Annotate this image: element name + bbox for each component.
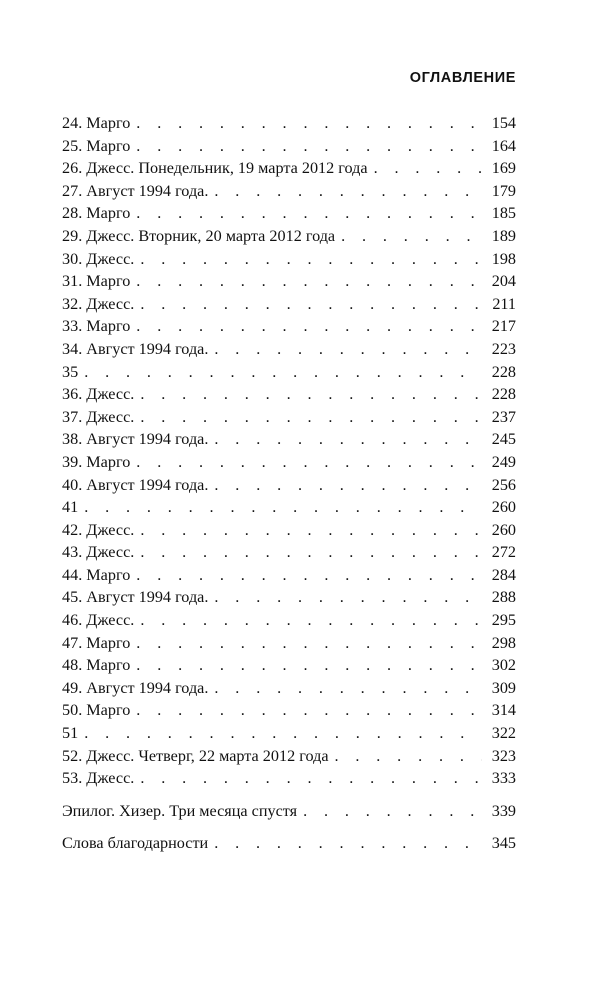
toc-leader-dots — [214, 474, 482, 497]
toc-leader-dots — [84, 722, 482, 745]
toc-leader-dots — [136, 135, 482, 158]
toc-entry-page: 185 — [491, 204, 516, 223]
toc-leader-dots — [136, 699, 482, 722]
toc-entry[interactable] — [62, 202, 516, 225]
toc-entry-page: 245 — [491, 430, 516, 449]
toc-entry-page: 260 — [491, 498, 516, 517]
toc-entry-page: 256 — [491, 475, 516, 494]
toc-leader-dots — [136, 654, 482, 677]
toc-entry-page: 302 — [491, 656, 516, 675]
toc-entry-title: 53. Джесс. — [62, 769, 135, 788]
toc-entry[interactable] — [62, 496, 516, 519]
toc-entry-page: 189 — [491, 226, 516, 245]
toc-entry[interactable] — [62, 519, 516, 542]
toc-leader-dots — [136, 451, 482, 474]
toc-entry[interactable] — [62, 157, 516, 180]
toc-entry[interactable] — [62, 135, 516, 158]
toc-entry-list — [62, 112, 516, 790]
toc-entry-epilogue[interactable] — [62, 800, 516, 823]
toc-entry[interactable] — [62, 180, 516, 203]
toc-entry-title: 31. Марго — [62, 272, 131, 291]
toc-entry-page: 298 — [491, 633, 516, 652]
toc-entry-page: 284 — [491, 565, 516, 584]
toc-entry-title: 42. Джесс. — [62, 520, 135, 539]
toc-entry-title: 25. Марго — [62, 136, 131, 155]
toc-entry-title: 43. Джесс. — [62, 543, 135, 562]
toc-entry[interactable] — [62, 767, 516, 790]
toc-entry[interactable] — [62, 586, 516, 609]
toc-entry[interactable] — [62, 315, 516, 338]
toc-entry-page: 237 — [491, 407, 516, 426]
toc-entry[interactable] — [62, 722, 516, 745]
toc-entry-title: 32. Джесс. — [62, 294, 135, 313]
toc-leader-dots — [140, 767, 482, 790]
toc-leader-dots — [84, 496, 482, 519]
toc-leader-dots — [136, 270, 482, 293]
toc-leader-dots — [341, 225, 482, 248]
toc-leader-dots — [140, 519, 482, 542]
toc-entry-page: 322 — [491, 724, 516, 743]
toc-entry-page: 198 — [491, 249, 516, 268]
toc-entry-title: 44. Марго — [62, 565, 131, 584]
toc-entry-page: 154 — [491, 114, 516, 132]
toc-entry-title: 48. Марго — [62, 656, 131, 675]
toc-leader-dots — [140, 541, 482, 564]
toc-entry-page: 217 — [491, 317, 516, 336]
toc-entry-title: 38. Август 1994 года. — [62, 430, 209, 449]
toc-leader-dots — [140, 383, 482, 406]
toc-leader-dots — [374, 157, 482, 180]
toc-leader-dots — [136, 315, 482, 338]
toc-entry[interactable] — [62, 609, 516, 632]
toc-entry[interactable] — [62, 428, 516, 451]
toc-leader-dots — [136, 112, 482, 135]
toc-entry[interactable] — [62, 225, 516, 248]
toc-entry-page: 333 — [491, 769, 516, 788]
toc-entry-page: 314 — [491, 701, 516, 720]
toc-entry-title: 24. Марго — [62, 114, 131, 132]
toc-entry-page: 223 — [491, 339, 516, 358]
toc-entry-title: Слова благодарности — [62, 834, 209, 853]
toc-entry-title: Эпилог. Хизер. Три месяца спустя — [62, 801, 298, 820]
toc-entry[interactable] — [62, 293, 516, 316]
toc-entry[interactable] — [62, 564, 516, 587]
toc-entry[interactable] — [62, 112, 516, 135]
toc-entry-page: 295 — [491, 611, 516, 630]
toc-entry-title: 47. Марго — [62, 633, 131, 652]
toc-entry-page: 272 — [491, 543, 516, 562]
toc-entry[interactable] — [62, 270, 516, 293]
toc-entry[interactable] — [62, 406, 516, 429]
page-header-title: ОГЛАВЛЕНИЕ — [409, 70, 516, 86]
toc-entry-title: 45. Август 1994 года. — [62, 588, 209, 607]
toc-entry-title: 41 — [62, 498, 79, 517]
toc-leader-dots — [214, 586, 482, 609]
toc-leader-dots — [136, 632, 482, 655]
toc-leader-dots — [214, 832, 482, 855]
toc-entry-title: 46. Джесс. — [62, 611, 135, 630]
toc-leader-dots — [136, 202, 482, 225]
toc-entry-title: 34. Август 1994 года. — [62, 339, 209, 358]
toc-entry-page: 179 — [491, 181, 516, 200]
toc-entry-title: 49. Август 1994 года. — [62, 678, 209, 697]
toc-entry-page: 164 — [491, 136, 516, 155]
toc-leader-dots — [140, 406, 482, 429]
toc-entry[interactable] — [62, 248, 516, 271]
toc-entry-acknowledgments[interactable] — [62, 832, 516, 855]
toc-entry[interactable] — [62, 699, 516, 722]
toc-leader-dots — [214, 338, 482, 361]
toc-entry-title: 33. Марго — [62, 317, 131, 336]
toc-leader-dots — [214, 677, 482, 700]
toc-entry[interactable] — [62, 632, 516, 655]
toc-entry[interactable] — [62, 745, 516, 768]
table-of-contents — [62, 112, 516, 855]
toc-leader-dots — [136, 564, 482, 587]
toc-leader-dots — [84, 361, 482, 384]
toc-entry-page: 260 — [491, 520, 516, 539]
toc-leader-dots — [303, 800, 482, 823]
toc-entry-title: 26. Джесс. Понедельник, 19 марта 2012 года — [62, 159, 368, 178]
toc-entry-title: 39. Марго — [62, 452, 131, 471]
toc-entry-title: 37. Джесс. — [62, 407, 135, 426]
toc-entry-page: 309 — [491, 678, 516, 697]
toc-entry-title: 51 — [62, 724, 79, 743]
toc-entry[interactable] — [62, 451, 516, 474]
toc-leader-dots — [140, 248, 482, 271]
toc-entry-page: 288 — [491, 588, 516, 607]
toc-entry-title: 35 — [62, 362, 79, 381]
toc-entry-title: 36. Джесс. — [62, 385, 135, 404]
toc-entry-title: 29. Джесс. Вторник, 20 марта 2012 года — [62, 226, 336, 245]
toc-leader-dots — [335, 745, 483, 768]
toc-entry-page: 323 — [491, 746, 516, 765]
toc-entry-page: 228 — [491, 385, 516, 404]
toc-entry-page: 169 — [491, 159, 516, 178]
toc-entry[interactable] — [62, 383, 516, 406]
toc-entry-page: 228 — [491, 362, 516, 381]
toc-entry-page: 249 — [491, 452, 516, 471]
toc-entry-title: 27. Август 1994 года. — [62, 181, 209, 200]
toc-entry-page: 345 — [491, 834, 516, 853]
toc-entry-title: 40. Август 1994 года. — [62, 475, 209, 494]
toc-entry[interactable] — [62, 474, 516, 497]
toc-entry[interactable] — [62, 361, 516, 384]
toc-entry-title: 50. Марго — [62, 701, 131, 720]
toc-leader-dots — [214, 428, 482, 451]
toc-entry[interactable] — [62, 677, 516, 700]
toc-entry[interactable] — [62, 541, 516, 564]
toc-entry-title: 30. Джесс. — [62, 249, 135, 268]
toc-leader-dots — [140, 609, 482, 632]
toc-entry-title: 52. Джесс. Четверг, 22 марта 2012 года — [62, 746, 329, 765]
toc-entry[interactable] — [62, 654, 516, 677]
toc-entry[interactable] — [62, 338, 516, 361]
toc-leader-dots — [214, 180, 482, 203]
toc-leader-dots — [140, 293, 482, 316]
toc-entry-page: 211 — [492, 294, 516, 313]
toc-entry-page: 339 — [491, 801, 516, 820]
toc-entry-page: 204 — [491, 272, 516, 291]
toc-entry-title: 28. Марго — [62, 204, 131, 223]
